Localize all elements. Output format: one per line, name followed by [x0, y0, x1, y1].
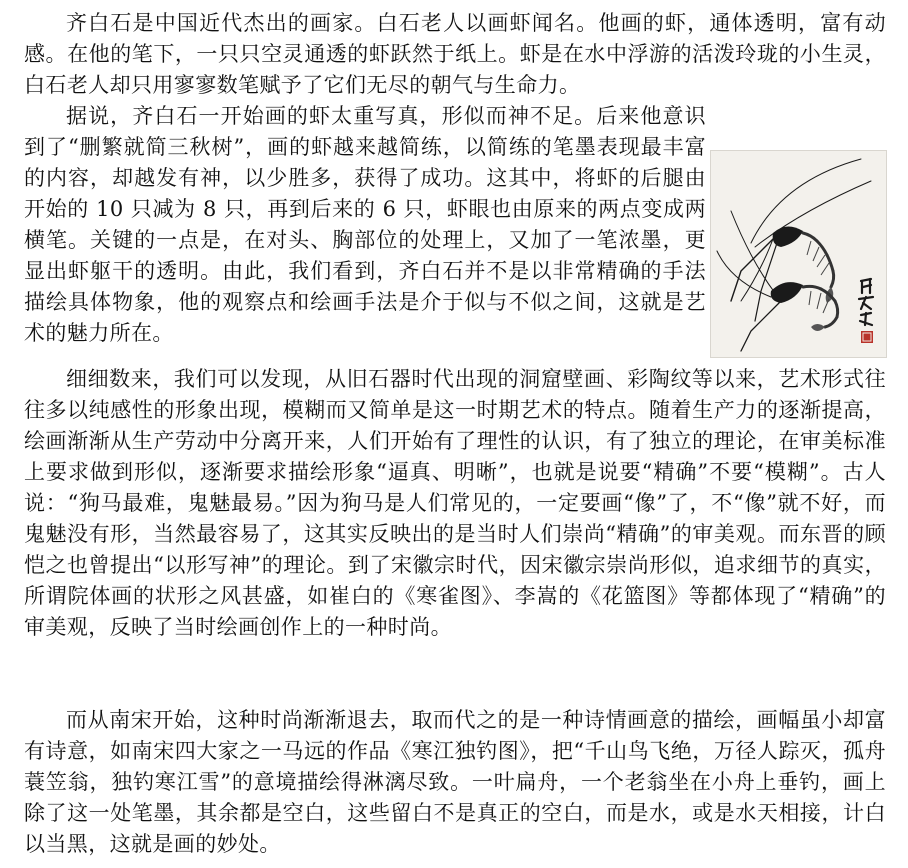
paragraph-3: 细细数来，我们可以发现，从旧石器时代出现的洞窟壁画、彩陶纹等以来，艺术形式往往多以纯感性的形象出现，模糊而又简单是这一时期艺术的特点。随着生产力的逐渐提高，绘画渐渐从生产劳动中分离开来，人们开始有了理性的认识，有了独立的理论，在审美标准上要求做到形似，逐渐要求描绘形象“逼真、明晰”，也就是说要“精确”不要“模糊”。古人说：“狗马最难，鬼魅最易。”因为狗马是人们常见的，一定要画“像”了，不“像”就不好，而鬼魅没有形，当然最容易了，这其实反映出的是当时人们崇尚“精确”的审美观。而东晋的顾恺之也曾提出“以形写神”的理论。到了宋徽宗时代，因宋徽宗崇尚形似，追求细节的真实，所谓院体画的状形之风甚盛，如崔白的《寒雀图》、李嵩的《花篮图》等都体现了“精确”的审美观，反映了当时绘画创作上的一种时尚。: [24, 367, 886, 639]
paragraph-4: 而从南宋开始，这种时尚渐渐退去，取而代之的是一种诗情画意的描绘，画幅虽小却富有诗意，如南宋四大家之一马远的作品《寒江独钓图》，把“千山鸟飞绝，万径人踪灭，孤舟蓑笠翁，独钓寒江雪”的意境描绘得淋漓尽致。一叶扁舟，一个老翁坐在小舟上垂钓，画上除了这一处笔墨，其余都是空白，这些留白不是真正的空白，而是水，或是水天相接，计白以当黑，这就是画的妙处。: [24, 708, 886, 856]
paragraph-1: 齐白石是中国近代杰出的画家。白石老人以画虾闻名。他画的虾，通体透明，富有动感。在他的笔下，一只只空灵通透的虾跃然于纸上。虾是在水中浮游的活泼玲珑的小生灵，白石老人却只用寥寥数笔赋予了它们无尽的朝气与生命力。: [24, 11, 886, 97]
paragraph-2-start: [24, 101, 886, 349]
paragraph-2: 据说，齐白石一开始画的虾太重写真，形似而神不足。后来他意识到了“删繁就简三秋树”，画的虾越来越简练，以简练的笔墨表现最丰富的内容，却越发有神，以少胜多，获得了成功。这其中，将虾的后腿由开始的 10 只减为 8 只，再到后来的 6 只，虾眼也由原来的两点变成两横笔。关键的一点是，在对头、胸部位的处理上，又加了一笔浓墨，更显出虾躯干的透明。由此，我们看到，齐白石并不是以非常精确的手法描绘具体物象，他的观察点和绘画手法是介于似与不似之间，这就是艺术的魅力所在。: [24, 104, 706, 345]
